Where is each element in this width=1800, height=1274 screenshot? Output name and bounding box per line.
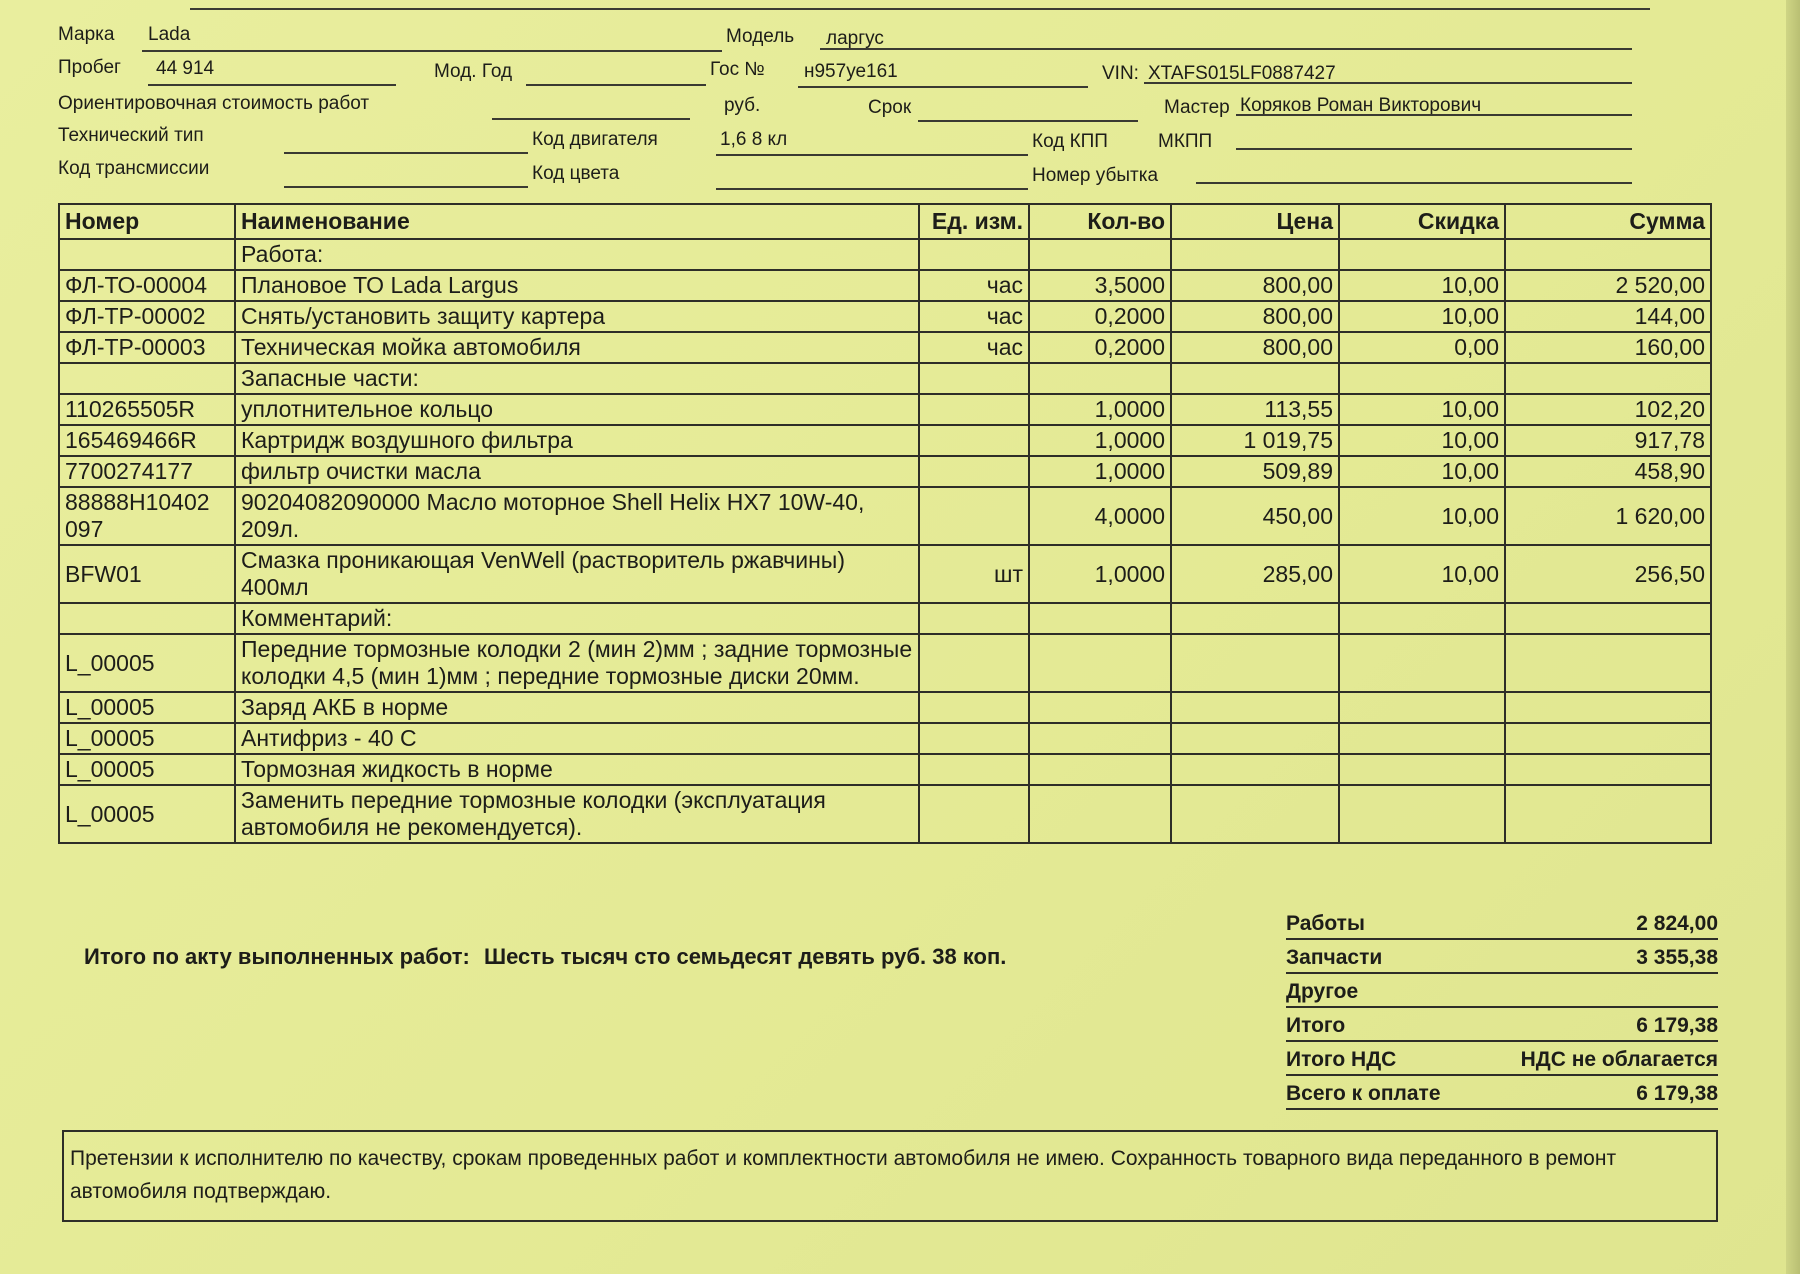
col-sum-header: Сумма xyxy=(1505,204,1711,239)
comment-text: Тормозная жидкость в норме xyxy=(235,754,919,785)
plate-value: н957уе161 xyxy=(804,61,898,82)
term-line xyxy=(918,120,1138,122)
comment-row xyxy=(59,634,1711,692)
top-cut-line xyxy=(190,0,1650,10)
item-qty: 0,2000 xyxy=(1029,301,1171,332)
item-unit: час xyxy=(919,332,1029,363)
mileage-line xyxy=(148,84,396,86)
comment-text: Заряд АКБ в норме xyxy=(235,692,919,723)
model-label: Модель xyxy=(726,26,795,47)
comment-number: L_00005 xyxy=(59,692,235,723)
engine-code-value: 1,6 8 кл xyxy=(720,129,788,150)
comment-section-label: Комментарий: xyxy=(235,603,919,634)
totals-vat-label: Итого НДС xyxy=(1286,1048,1397,1071)
transmission-code-label: Код трансмиссии xyxy=(58,158,210,179)
item-qty: 1,0000 xyxy=(1029,456,1171,487)
model-year-label: Мод. Год xyxy=(434,61,513,82)
item-number: 165469466R xyxy=(59,425,235,456)
table-row xyxy=(59,332,1711,363)
item-unit xyxy=(919,394,1029,425)
col-name-header: Наименование xyxy=(235,204,919,239)
parts-section-label: Запасные части: xyxy=(235,363,919,394)
item-discount: 10,00 xyxy=(1339,456,1505,487)
item-sum: 2 520,00 xyxy=(1505,270,1711,301)
totals-total-row xyxy=(1286,1010,1718,1042)
item-name: Смазка проникающая VenWell (растворитель ржавчины) 400мл xyxy=(235,545,919,603)
item-discount: 10,00 xyxy=(1339,545,1505,603)
loss-number-line xyxy=(1196,182,1632,184)
comment-text: Заменить передние тормозные колодки (эксплуатация автомобиля не рекомендуется). xyxy=(235,785,919,843)
col-number-header: Номер xyxy=(59,204,235,239)
gearbox-code-value: МКПП xyxy=(1158,131,1213,152)
term-label: Срок xyxy=(868,97,912,118)
gearbox-code-label: Код КПП xyxy=(1032,131,1108,152)
table-header-row xyxy=(59,204,1711,239)
master-line xyxy=(1236,114,1632,116)
item-unit xyxy=(919,487,1029,545)
totals-parts-row xyxy=(1286,942,1718,974)
item-discount: 10,00 xyxy=(1339,487,1505,545)
col-discount-header: Скидка xyxy=(1339,204,1505,239)
item-qty: 4,0000 xyxy=(1029,487,1171,545)
master-value: Коряков Роман Викторович xyxy=(1240,95,1482,116)
parts-section-row xyxy=(59,363,1711,394)
item-number: 110265505R xyxy=(59,394,235,425)
item-unit xyxy=(919,456,1029,487)
table-row xyxy=(59,301,1711,332)
comment-text: Антифриз - 40 С xyxy=(235,723,919,754)
item-sum: 160,00 xyxy=(1505,332,1711,363)
item-price: 800,00 xyxy=(1171,301,1339,332)
comment-number: L_00005 xyxy=(59,634,235,692)
item-qty: 1,0000 xyxy=(1029,394,1171,425)
item-name: Техническая мойка автомобиля xyxy=(235,332,919,363)
col-price-header: Цена xyxy=(1171,204,1339,239)
totals-works-row xyxy=(1286,908,1718,940)
item-name: Плановое ТО Lada Largus xyxy=(235,270,919,301)
est-cost-line xyxy=(492,118,690,120)
item-unit: час xyxy=(919,270,1029,301)
item-sum: 256,50 xyxy=(1505,545,1711,603)
table-row xyxy=(59,487,1711,545)
engine-code-label: Код двигателя xyxy=(532,129,658,150)
plate-label: Гос № xyxy=(710,59,765,80)
master-label: Мастер xyxy=(1164,97,1230,118)
gearbox-code-line xyxy=(1236,148,1632,150)
totals-grand-value: 6 179,38 xyxy=(1636,1082,1718,1105)
brand-line xyxy=(142,50,722,52)
page-edge xyxy=(1786,0,1800,1274)
comment-row xyxy=(59,692,1711,723)
table-row xyxy=(59,545,1711,603)
totals-grand-row xyxy=(1286,1078,1718,1110)
table-row xyxy=(59,394,1711,425)
brand-value: Lada xyxy=(148,24,191,45)
item-sum: 102,20 xyxy=(1505,394,1711,425)
item-price: 1 019,75 xyxy=(1171,425,1339,456)
comment-number: L_00005 xyxy=(59,754,235,785)
item-discount: 10,00 xyxy=(1339,425,1505,456)
table-row xyxy=(59,425,1711,456)
plate-line xyxy=(798,86,1088,88)
item-price: 450,00 xyxy=(1171,487,1339,545)
item-unit: час xyxy=(919,301,1029,332)
comment-section-row xyxy=(59,603,1711,634)
item-name: уплотнительное кольцо xyxy=(235,394,919,425)
item-price: 285,00 xyxy=(1171,545,1339,603)
item-name: Картридж воздушного фильтра xyxy=(235,425,919,456)
model-year-line xyxy=(526,84,706,86)
work-section-label: Работа: xyxy=(235,239,919,270)
item-qty: 0,2000 xyxy=(1029,332,1171,363)
color-code-line xyxy=(716,188,1028,190)
summary-label: Итого по акту выполненных работ: xyxy=(84,944,470,969)
summary-value: Шесть тысяч сто семьдесят девять руб. 38 коп. xyxy=(484,944,1007,969)
tech-type-label: Технический тип xyxy=(58,125,204,146)
comment-row xyxy=(59,785,1711,843)
est-cost-label: Ориентировочная стоимость работ xyxy=(58,93,370,114)
item-discount: 10,00 xyxy=(1339,394,1505,425)
loss-number-label: Номер убытка xyxy=(1032,165,1159,186)
totals-parts-label: Запчасти xyxy=(1286,946,1383,969)
item-number: ФЛ-ТО-00004 xyxy=(59,270,235,301)
totals-parts-value: 3 355,38 xyxy=(1636,946,1718,969)
vin-line xyxy=(1144,82,1632,84)
item-discount: 10,00 xyxy=(1339,270,1505,301)
engine-code-line xyxy=(716,154,1028,156)
table-row xyxy=(59,456,1711,487)
item-qty: 3,5000 xyxy=(1029,270,1171,301)
vin-value: XTAFS015LF0887427 xyxy=(1148,63,1336,84)
model-value: ларгус xyxy=(826,28,884,49)
item-number: 7700274177 xyxy=(59,456,235,487)
item-number: BFW01 xyxy=(59,545,235,603)
item-unit: шт xyxy=(919,545,1029,603)
totals-vat-row xyxy=(1286,1044,1718,1076)
item-discount: 0,00 xyxy=(1339,332,1505,363)
color-code-label: Код цвета xyxy=(532,163,620,184)
item-unit xyxy=(919,425,1029,456)
comment-text: Передние тормозные колодки 2 (мин 2)мм ; задние тормозные колодки 4,5 (мин 1)мм ; передние тормозные диски 20мм. xyxy=(235,634,919,692)
comment-number: L_00005 xyxy=(59,785,235,843)
comment-number: L_00005 xyxy=(59,723,235,754)
summary-line xyxy=(84,944,1006,970)
totals-total-label: Итого xyxy=(1286,1014,1346,1037)
totals-other-label: Другое xyxy=(1286,980,1359,1003)
item-sum: 458,90 xyxy=(1505,456,1711,487)
rub-label: руб. xyxy=(724,95,761,116)
col-unit-header: Ед. изм. xyxy=(919,204,1029,239)
item-discount: 10,00 xyxy=(1339,301,1505,332)
claim-box xyxy=(62,1130,1718,1222)
mileage-label: Пробег xyxy=(58,57,121,78)
totals-vat-value: НДС не облагается xyxy=(1520,1048,1718,1071)
items-table xyxy=(58,203,1712,844)
totals-other-row xyxy=(1286,976,1718,1008)
totals-works-value: 2 824,00 xyxy=(1636,912,1718,935)
table-row xyxy=(59,270,1711,301)
item-qty: 1,0000 xyxy=(1029,425,1171,456)
item-name: Снять/установить защиту картера xyxy=(235,301,919,332)
item-name: 90204082090000 Масло моторное Shell Helix HX7 10W-40, 209л. xyxy=(235,487,919,545)
tech-type-line xyxy=(284,152,528,154)
item-name: фильтр очистки масла xyxy=(235,456,919,487)
item-price: 113,55 xyxy=(1171,394,1339,425)
comment-row xyxy=(59,754,1711,785)
item-price: 800,00 xyxy=(1171,332,1339,363)
item-sum: 1 620,00 xyxy=(1505,487,1711,545)
totals-total-value: 6 179,38 xyxy=(1636,1014,1718,1037)
item-sum: 144,00 xyxy=(1505,301,1711,332)
mileage-value: 44 914 xyxy=(156,58,215,79)
item-price: 800,00 xyxy=(1171,270,1339,301)
item-number: ФЛ-ТР-00003 xyxy=(59,332,235,363)
comment-row xyxy=(59,723,1711,754)
transmission-code-line xyxy=(284,186,528,188)
col-qty-header: Кол-во xyxy=(1029,204,1171,239)
model-line xyxy=(820,48,1632,50)
totals-works-label: Работы xyxy=(1286,912,1365,935)
item-price: 509,89 xyxy=(1171,456,1339,487)
item-sum: 917,78 xyxy=(1505,425,1711,456)
claim-text: Претензии к исполнителю по качеству, срокам проведенных работ и комплектности автомобиля не имею. Сохранность товарного вида переданного в ремонт автомобиля подтверждаю. xyxy=(70,1147,1617,1203)
item-qty: 1,0000 xyxy=(1029,545,1171,603)
brand-label: Марка xyxy=(58,24,115,45)
item-number: ФЛ-ТР-00002 xyxy=(59,301,235,332)
item-number: 88888H10402 097 xyxy=(59,487,235,545)
work-section-row xyxy=(59,239,1711,270)
totals-grand-label: Всего к оплате xyxy=(1286,1082,1441,1105)
vin-label: VIN: xyxy=(1102,63,1139,84)
